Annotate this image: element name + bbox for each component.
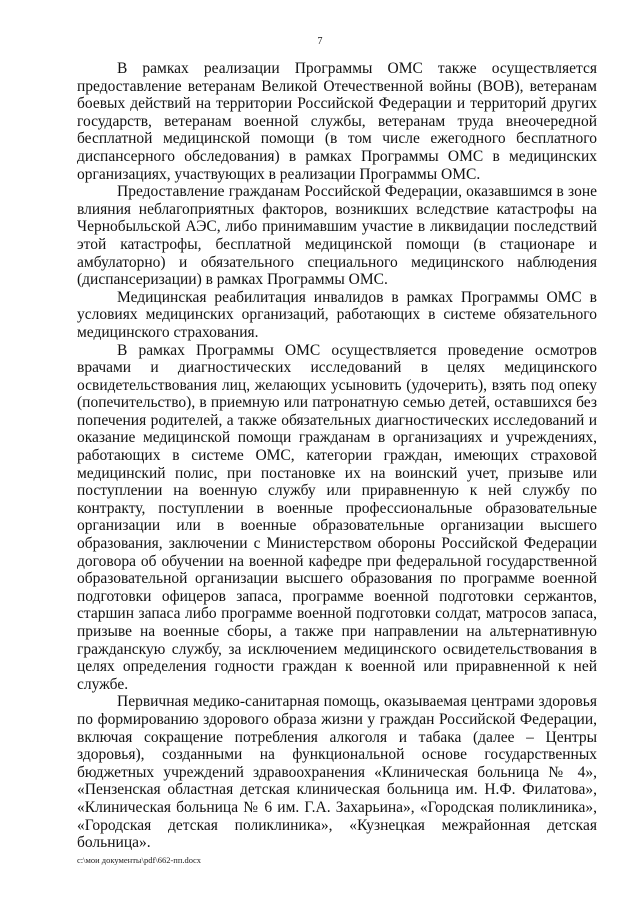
paragraph-health-centers: Первичная медико-санитарная помощь, оказываемая центрами здоровья по формированию здорового образа жизни у граждан Российской Федерации, включая сокращение потребления алкоголя и табака (далее – Центры здоровья), созданными на функциональной основе государственных бюджетных учреждений здравоохранения «Клиническая больница № 4», «Пензенская областная детская клиническая больница им. Н.Ф. Филатова», «Клиническая больница № 6 им. Г.А. Захарьина», «Городская поликлиника», «Городская детская поликлиника», «Кузнецкая межрайонная детская больница». [77,693,597,852]
paragraph-chernobyl: Предоставление гражданам Российской Федерации, оказавшимся в зоне влияния неблагоприятных факторов, возникших вследствие катастрофы на Чернобыльской АЭС, либо принимавшим участие в ликвидации последствий этой катастрофы, бесплатной медицинской помощи (в стационаре и амбулаторно) и обязательного специального медицинского наблюдения (диспансеризации) в рамках Программы ОМС. [77,183,597,289]
paragraph-veterans: В рамках реализации Программы ОМС также осуществляется предоставление ветеранам Великой Отечественной войны (ВОВ), ветеранам боевых действий на территории Российской Федерации и территорий других государств, ветеранам военной службы, ветеранам труда внеочередной бесплатной медицинской помощи (в том числе ежегодного бесплатного диспансерного обследования) в рамках Программы ОМС в медицинских организациях, участвующих в реализации Программы ОМС. [77,60,597,183]
page-number: 7 [317,36,323,47]
footer-file-path: c:\мои документы\pdf\662-пп.docx [77,855,202,865]
paragraph-rehabilitation: Медицинская реабилитация инвалидов в рамках Программы ОМС в условиях медицинских организаций, работающих в системе обязательного медицинского страхования. [77,288,597,341]
document-body [77,60,597,852]
paragraph-medical-examinations: В рамках Программы ОМС осуществляется проведение осмотров врачами и диагностических исследований в целях медицинского освидетельствования лиц, желающих усыновить (удочерить), взять под опеку (попечительство), в приемную или патронатную семью детей, оставшихся без попечения родителей, а также обязательных диагностических исследований и оказание медицинской помощи гражданам в организациях и учреждениях, работающих в системе ОМС, категории граждан, имеющих страховой медицинский полис, при постановке их на воинский учет, призыве или поступлении на военную службу или приравненную к ней службу по контракту, поступлении в военные профессиональные образовательные организации или в военные образовательные организации высшего образования, заключении с Министерством обороны Российской Федерации договора об обучении на военной кафедре при федеральной государственной образовательной организации высшего образования по программе военной подготовки офицеров запаса, программе военной подготовки сержантов, старшин запаса либо программе военной подготовки солдат, матросов запаса, призыве на военные сборы, а также при направлении на альтернативную гражданскую службу, за исключением медицинского освидетельствования в целях определения годности граждан к военной или приравненной к ней службе. [77,341,597,693]
